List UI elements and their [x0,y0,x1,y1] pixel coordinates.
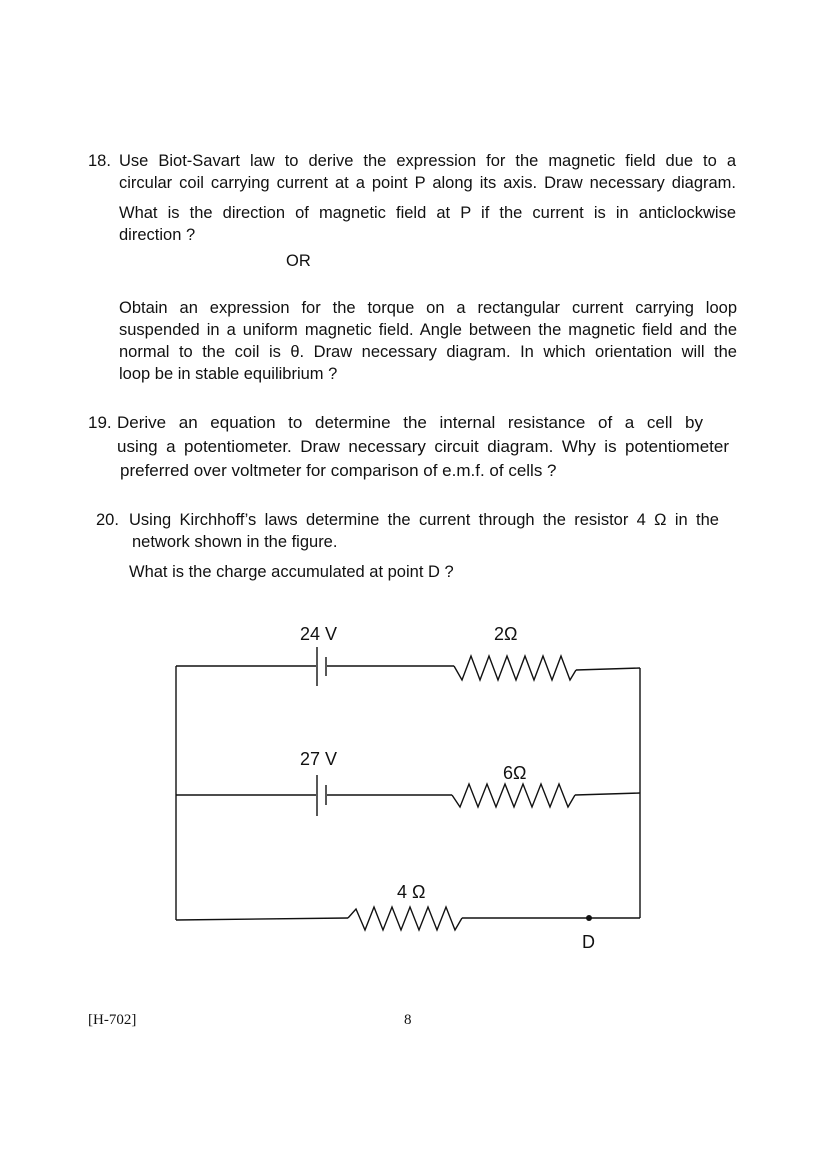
question-text-line: Using Kirchhoff’s laws determine the current through the resistor 4 Ω in the [129,511,719,529]
question-text-line: network shown in the figure. [132,533,338,551]
resistor-6ohm-label: 6Ω [503,763,527,783]
question-text-line: preferred over voltmeter for comparison of e.m.f. of cells ? [120,461,557,480]
question-text-line: What is the charge accumulated at point D ? [129,563,454,581]
resistor-4ohm-label: 4 Ω [397,882,426,902]
question-text-line: Derive an equation to determine the internal resistance of a cell by [117,413,703,432]
question-text-line: normal to the coil is θ. Draw necessary diagram. In which orientation will the [119,343,737,361]
question-text-line: suspended in a uniform magnetic field. Angle between the magnetic field and the [119,321,737,339]
resistor-6ohm [452,784,575,807]
question-text-line: direction ? [119,226,196,244]
point-d-label: D [582,932,595,952]
question-number: 20. [96,511,119,529]
wire-mid-right [575,793,640,795]
battery-27v-label: 27 V [300,749,338,769]
resistor-4ohm [348,907,462,930]
question-text-line: Obtain an expression for the torque on a rectangular current carrying loop [119,299,737,317]
question-text-line: circular coil carrying current at a point P along its axis. Draw necessary diagram. [119,174,736,192]
resistor-2ohm-label: 2Ω [494,624,518,644]
question-text-line: loop be in stable equilibrium ? [119,365,338,383]
paper-code: [H-702] [88,1012,137,1028]
resistor-2ohm [454,656,576,680]
battery-24v-label: 24 V [300,624,338,644]
wire-top-right [576,668,640,670]
page-number: 8 [404,1012,412,1028]
question-number: 19. [88,413,112,432]
question-text-line: What is the direction of magnetic field at P if the current is in anticlockwise [119,204,736,222]
junction-d-dot [586,915,592,921]
question-text-line: using a potentiometer. Draw necessary circuit diagram. Why is potentiometer [117,437,729,456]
question-number: 18. [88,152,111,170]
wire-bottom-left [176,918,348,920]
or-separator: OR [286,252,311,270]
question-text-line: Use Biot-Savart law to derive the expression for the magnetic field due to a [119,152,736,170]
